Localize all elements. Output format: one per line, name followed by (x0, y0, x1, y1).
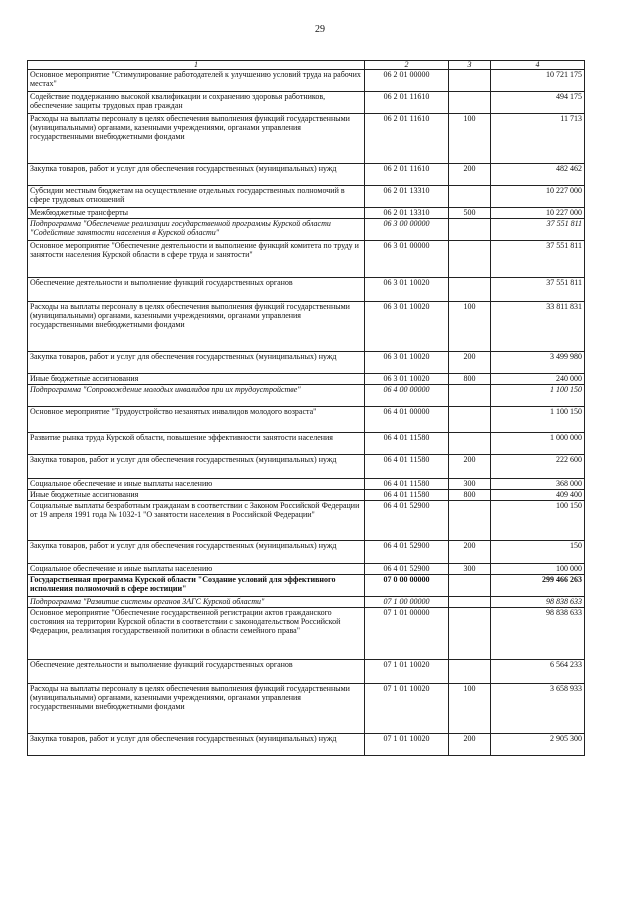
row-amount: 240 000 (491, 374, 585, 385)
table-row (28, 575, 585, 597)
row-name: Межбюджетные трансферты (28, 208, 365, 219)
row-code: 07 1 01 00000 (365, 608, 449, 660)
row-expense-type (449, 241, 491, 278)
row-expense-type: 200 (449, 541, 491, 564)
row-amount: 37 551 811 (491, 219, 585, 241)
table-row (28, 597, 585, 608)
row-amount: 494 175 (491, 92, 585, 114)
row-name: Закупка товаров, работ и услуг для обеспечения государственных (муниципальных) нужд (28, 352, 365, 374)
table-row (28, 608, 585, 660)
row-expense-type (449, 433, 491, 455)
row-code: 06 3 01 10020 (365, 278, 449, 302)
page-number: 29 (315, 24, 325, 35)
row-amount: 10 227 000 (491, 208, 585, 219)
header-col-1: 1 (28, 61, 365, 70)
row-amount: 100 000 (491, 564, 585, 575)
table-row (28, 385, 585, 407)
row-expense-type (449, 219, 491, 241)
row-name: Обеспечение деятельности и выполнение функций государственных органов (28, 278, 365, 302)
row-code: 06 4 01 11580 (365, 433, 449, 455)
row-expense-type: 200 (449, 352, 491, 374)
row-expense-type: 100 (449, 684, 491, 734)
row-name: Государственная программа Курской области "Создание условий для эффективного исполнения полномочий в сфере юстиции" (28, 575, 365, 597)
row-amount: 37 551 811 (491, 241, 585, 278)
row-amount: 10 721 175 (491, 70, 585, 92)
header-col-2: 2 (365, 61, 449, 70)
row-code: 06 2 01 11610 (365, 92, 449, 114)
row-name: Расходы на выплаты персоналу в целях обеспечения выполнения функций государственными (муниципальными) органами, казенными учреждениями, органами управления государственными внебюджетными фондами (28, 114, 365, 164)
row-expense-type (449, 92, 491, 114)
row-expense-type: 800 (449, 374, 491, 385)
row-amount: 482 462 (491, 164, 585, 186)
row-amount: 1 100 150 (491, 407, 585, 433)
row-name: Подпрограмма "Сопровождение молодых инвалидов при их трудоустройстве" (28, 385, 365, 407)
row-amount: 98 838 633 (491, 597, 585, 608)
table-row (28, 278, 585, 302)
table-row (28, 684, 585, 734)
row-code: 06 4 01 00000 (365, 407, 449, 433)
row-amount: 10 227 000 (491, 186, 585, 208)
row-name: Развитие рынка труда Курской области, повышение эффективности занятости населения (28, 433, 365, 455)
table-row (28, 70, 585, 92)
table-row (28, 374, 585, 385)
row-expense-type: 100 (449, 302, 491, 352)
row-amount: 1 100 150 (491, 385, 585, 407)
table-row (28, 433, 585, 455)
row-name: Расходы на выплаты персоналу в целях обеспечения выполнения функций государственными (муниципальными) органами, казенными учреждениями, органами управления государственными внебюджетными фондами (28, 684, 365, 734)
row-code: 06 4 01 52900 (365, 564, 449, 575)
row-name: Основное мероприятие "Обеспечение государственной регистрации актов гражданского состояния на территории Курской области в соответствии с законодательством Российской Федерации, реализация государственной политики в области семейного права" (28, 608, 365, 660)
row-expense-type: 200 (449, 164, 491, 186)
row-amount: 3 658 933 (491, 684, 585, 734)
row-expense-type (449, 278, 491, 302)
row-name: Основное мероприятие "Трудоустройство незанятых инвалидов молодого возраста" (28, 407, 365, 433)
row-name: Подпрограмма "Развитие системы органов ЗАГС Курской области" (28, 597, 365, 608)
row-name: Социальное обеспечение и иные выплаты населению (28, 479, 365, 490)
row-code: 06 3 01 10020 (365, 352, 449, 374)
table-row (28, 164, 585, 186)
row-expense-type: 500 (449, 208, 491, 219)
row-amount: 3 499 980 (491, 352, 585, 374)
row-code: 07 1 01 10020 (365, 660, 449, 684)
table-row (28, 241, 585, 278)
row-code: 06 2 01 13310 (365, 186, 449, 208)
row-amount: 100 150 (491, 501, 585, 541)
table-row (28, 660, 585, 684)
row-code: 06 4 00 00000 (365, 385, 449, 407)
row-expense-type (449, 407, 491, 433)
budget-table (27, 60, 585, 756)
row-code: 06 4 01 11580 (365, 479, 449, 490)
table-row (28, 501, 585, 541)
table-row (28, 564, 585, 575)
row-code: 07 1 00 00000 (365, 597, 449, 608)
row-expense-type (449, 660, 491, 684)
row-expense-type: 100 (449, 114, 491, 164)
row-amount: 6 564 233 (491, 660, 585, 684)
table-row (28, 208, 585, 219)
table-row (28, 114, 585, 164)
row-expense-type (449, 186, 491, 208)
table-row (28, 186, 585, 208)
row-code: 06 2 01 11610 (365, 164, 449, 186)
row-code: 06 2 01 11610 (365, 114, 449, 164)
header-row (28, 61, 585, 70)
row-name: Социальные выплаты безработным гражданам в соответствии с Законом Российской Федерации от 19 апреля 1991 года № 1032-1 "О занятости населения в Российской Федерации" (28, 501, 365, 541)
row-name: Иные бюджетные ассигнования (28, 374, 365, 385)
row-amount: 2 905 300 (491, 734, 585, 756)
row-expense-type: 200 (449, 734, 491, 756)
table-row (28, 734, 585, 756)
row-code: 06 2 01 00000 (365, 70, 449, 92)
row-code: 06 3 01 00000 (365, 241, 449, 278)
row-code: 06 3 01 10020 (365, 374, 449, 385)
row-name: Субсидии местным бюджетам на осуществление отдельных государственных полномочий в сфере трудовых отношений (28, 186, 365, 208)
row-name: Расходы на выплаты персоналу в целях обеспечения выполнения функций государственными (муниципальными) органами, казенными учреждениями, органами управления государственными внебюджетными фондами (28, 302, 365, 352)
row-code: 07 1 01 10020 (365, 684, 449, 734)
row-expense-type (449, 608, 491, 660)
row-code: 06 4 01 11580 (365, 490, 449, 501)
row-amount: 33 811 831 (491, 302, 585, 352)
row-name: Основное мероприятие "Стимулирование работодателей к улучшению условий труда на рабочих местах" (28, 70, 365, 92)
row-expense-type (449, 575, 491, 597)
row-amount: 222 600 (491, 455, 585, 479)
table-row (28, 490, 585, 501)
row-code: 07 1 01 10020 (365, 734, 449, 756)
row-amount: 368 000 (491, 479, 585, 490)
table-row (28, 352, 585, 374)
row-name: Социальное обеспечение и иные выплаты населению (28, 564, 365, 575)
table-row (28, 302, 585, 352)
row-expense-type (449, 501, 491, 541)
table-row (28, 92, 585, 114)
table-row (28, 455, 585, 479)
row-name: Подпрограмма "Обеспечение реализации государственной программы Курской области "Содействие занятости населения в Курской области" (28, 219, 365, 241)
table-row (28, 219, 585, 241)
row-name: Закупка товаров, работ и услуг для обеспечения государственных (муниципальных) нужд (28, 734, 365, 756)
row-name: Закупка товаров, работ и услуг для обеспечения государственных (муниципальных) нужд (28, 541, 365, 564)
table-row (28, 407, 585, 433)
row-expense-type (449, 385, 491, 407)
row-amount: 11 713 (491, 114, 585, 164)
row-name: Закупка товаров, работ и услуг для обеспечения государственных (муниципальных) нужд (28, 455, 365, 479)
row-code: 06 2 01 13310 (365, 208, 449, 219)
row-expense-type: 300 (449, 564, 491, 575)
row-code: 06 4 01 52900 (365, 501, 449, 541)
table-row (28, 479, 585, 490)
row-amount: 299 466 263 (491, 575, 585, 597)
row-expense-type: 300 (449, 479, 491, 490)
row-code: 07 0 00 00000 (365, 575, 449, 597)
row-amount: 37 551 811 (491, 278, 585, 302)
row-code: 06 4 01 52900 (365, 541, 449, 564)
table-row (28, 541, 585, 564)
row-amount: 150 (491, 541, 585, 564)
row-expense-type: 800 (449, 490, 491, 501)
row-code: 06 4 01 11580 (365, 455, 449, 479)
header-col-3: 3 (449, 61, 491, 70)
row-expense-type (449, 597, 491, 608)
row-code: 06 3 00 00000 (365, 219, 449, 241)
row-name: Иные бюджетные ассигнования (28, 490, 365, 501)
row-expense-type (449, 70, 491, 92)
row-amount: 1 000 000 (491, 433, 585, 455)
row-name: Обеспечение деятельности и выполнение функций государственных органов (28, 660, 365, 684)
header-col-4: 4 (491, 61, 585, 70)
row-name: Содействие поддержанию высокой квалификации и сохранению здоровья работников, обеспечение защиты трудовых прав граждан (28, 92, 365, 114)
row-expense-type: 200 (449, 455, 491, 479)
row-amount: 409 400 (491, 490, 585, 501)
row-name: Основное мероприятие "Обеспечение деятельности и выполнение функций комитета по труду и занятости населения Курской области в сфере труда и занятости" (28, 241, 365, 278)
row-amount: 98 838 633 (491, 608, 585, 660)
row-code: 06 3 01 10020 (365, 302, 449, 352)
row-name: Закупка товаров, работ и услуг для обеспечения государственных (муниципальных) нужд (28, 164, 365, 186)
